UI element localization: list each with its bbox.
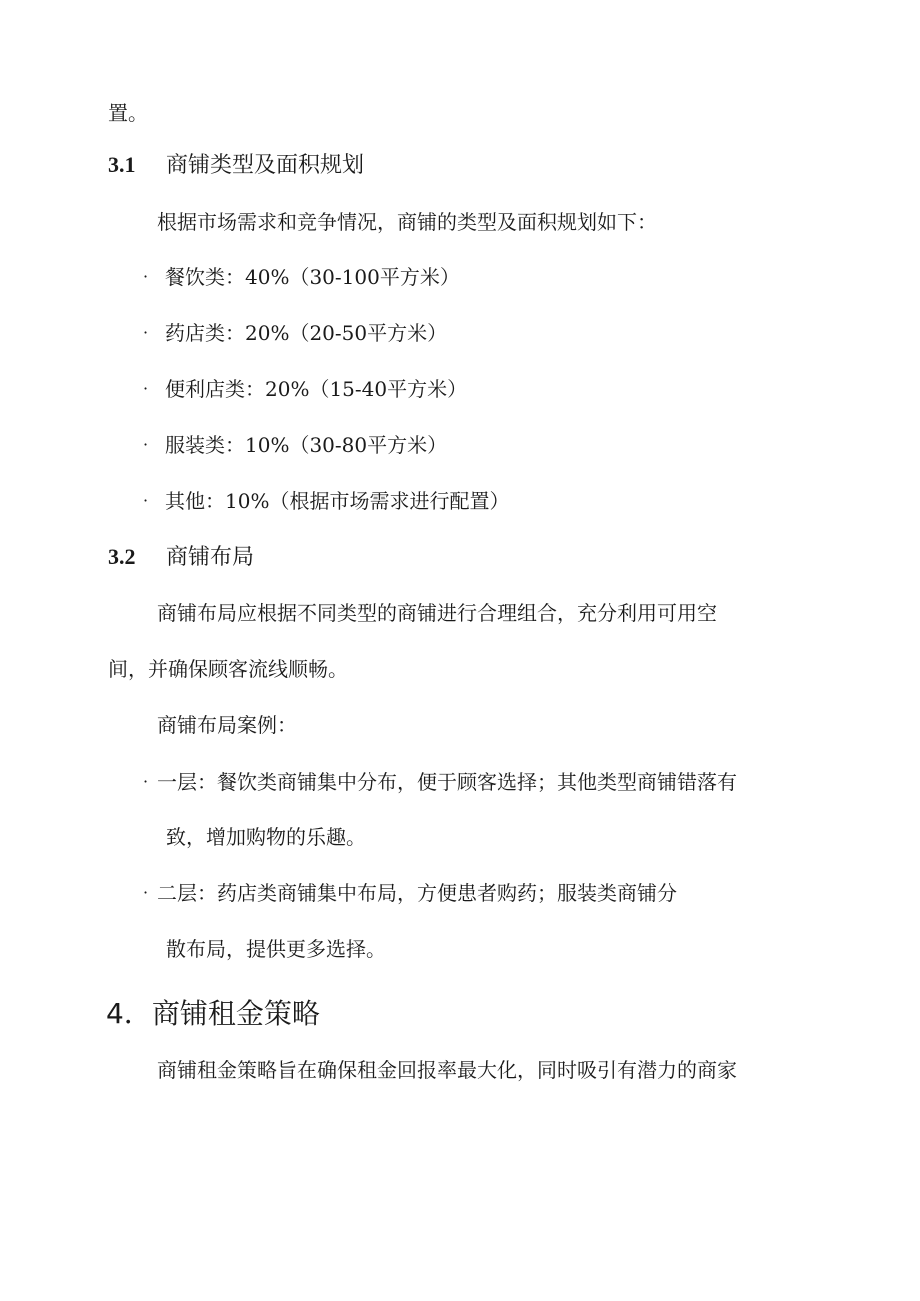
list-item-continuation: 散布局，提供更多选择。 bbox=[166, 937, 386, 961]
list-item-text: 一层：餐饮类商铺集中分布，便于顾客选择；其他类型商铺错落有 bbox=[157, 770, 737, 794]
list-item bbox=[143, 487, 509, 515]
bullet-icon: · bbox=[143, 379, 149, 398]
list-item bbox=[143, 263, 460, 291]
section-3-1-number: 3.1 bbox=[108, 152, 136, 177]
list-item bbox=[143, 319, 447, 347]
list-item bbox=[143, 768, 737, 796]
carry-over-text: 置。 bbox=[108, 101, 148, 125]
section-3-2-number: 3.2 bbox=[108, 544, 136, 569]
section-3-2-title: 商铺布局 bbox=[166, 545, 255, 570]
bullet-icon: · bbox=[143, 883, 149, 902]
list-item-continuation: 致，增加购物的乐趣。 bbox=[166, 825, 366, 849]
section-4-heading: 4．商铺租金策略 bbox=[106, 997, 320, 1030]
layout-case-label: 商铺布局案例： bbox=[157, 713, 297, 737]
list-item-text: 其他：10%（根据市场需求进行配置） bbox=[165, 489, 510, 513]
bullet-icon: · bbox=[143, 491, 149, 510]
section-4-paragraph-line-1: 商铺租金策略旨在确保租金回报率最大化，同时吸引有潜力的商家 bbox=[157, 1058, 737, 1082]
section-3-1-title: 商铺类型及面积规划 bbox=[166, 153, 365, 178]
list-item-text: 服装类：10%（30-80平方米） bbox=[165, 433, 448, 457]
bullet-icon: · bbox=[143, 772, 149, 791]
section-3-1-intro: 根据市场需求和竞争情况，商铺的类型及面积规划如下： bbox=[157, 210, 657, 234]
list-item-text: 二层：药店类商铺集中布局，方便患者购药；服装类商铺分 bbox=[157, 881, 677, 905]
bullet-icon: · bbox=[143, 267, 149, 286]
section-3-2-paragraph-line-1: 商铺布局应根据不同类型的商铺进行合理组合，充分利用可用空 bbox=[157, 601, 717, 625]
section-3-1-heading bbox=[108, 150, 364, 181]
section-3-2-paragraph-line-2: 间，并确保顾客流线顺畅。 bbox=[108, 657, 348, 681]
bullet-icon: · bbox=[143, 323, 149, 342]
list-item-text: 餐饮类：40%（30-100平方米） bbox=[165, 265, 460, 289]
list-item-text: 药店类：20%（20-50平方米） bbox=[165, 321, 448, 345]
list-item bbox=[143, 375, 467, 403]
list-item bbox=[143, 879, 677, 907]
list-item-text: 便利店类：20%（15-40平方米） bbox=[165, 377, 468, 401]
bullet-icon: · bbox=[143, 435, 149, 454]
section-3-2-heading bbox=[108, 542, 254, 573]
list-item bbox=[143, 431, 447, 459]
